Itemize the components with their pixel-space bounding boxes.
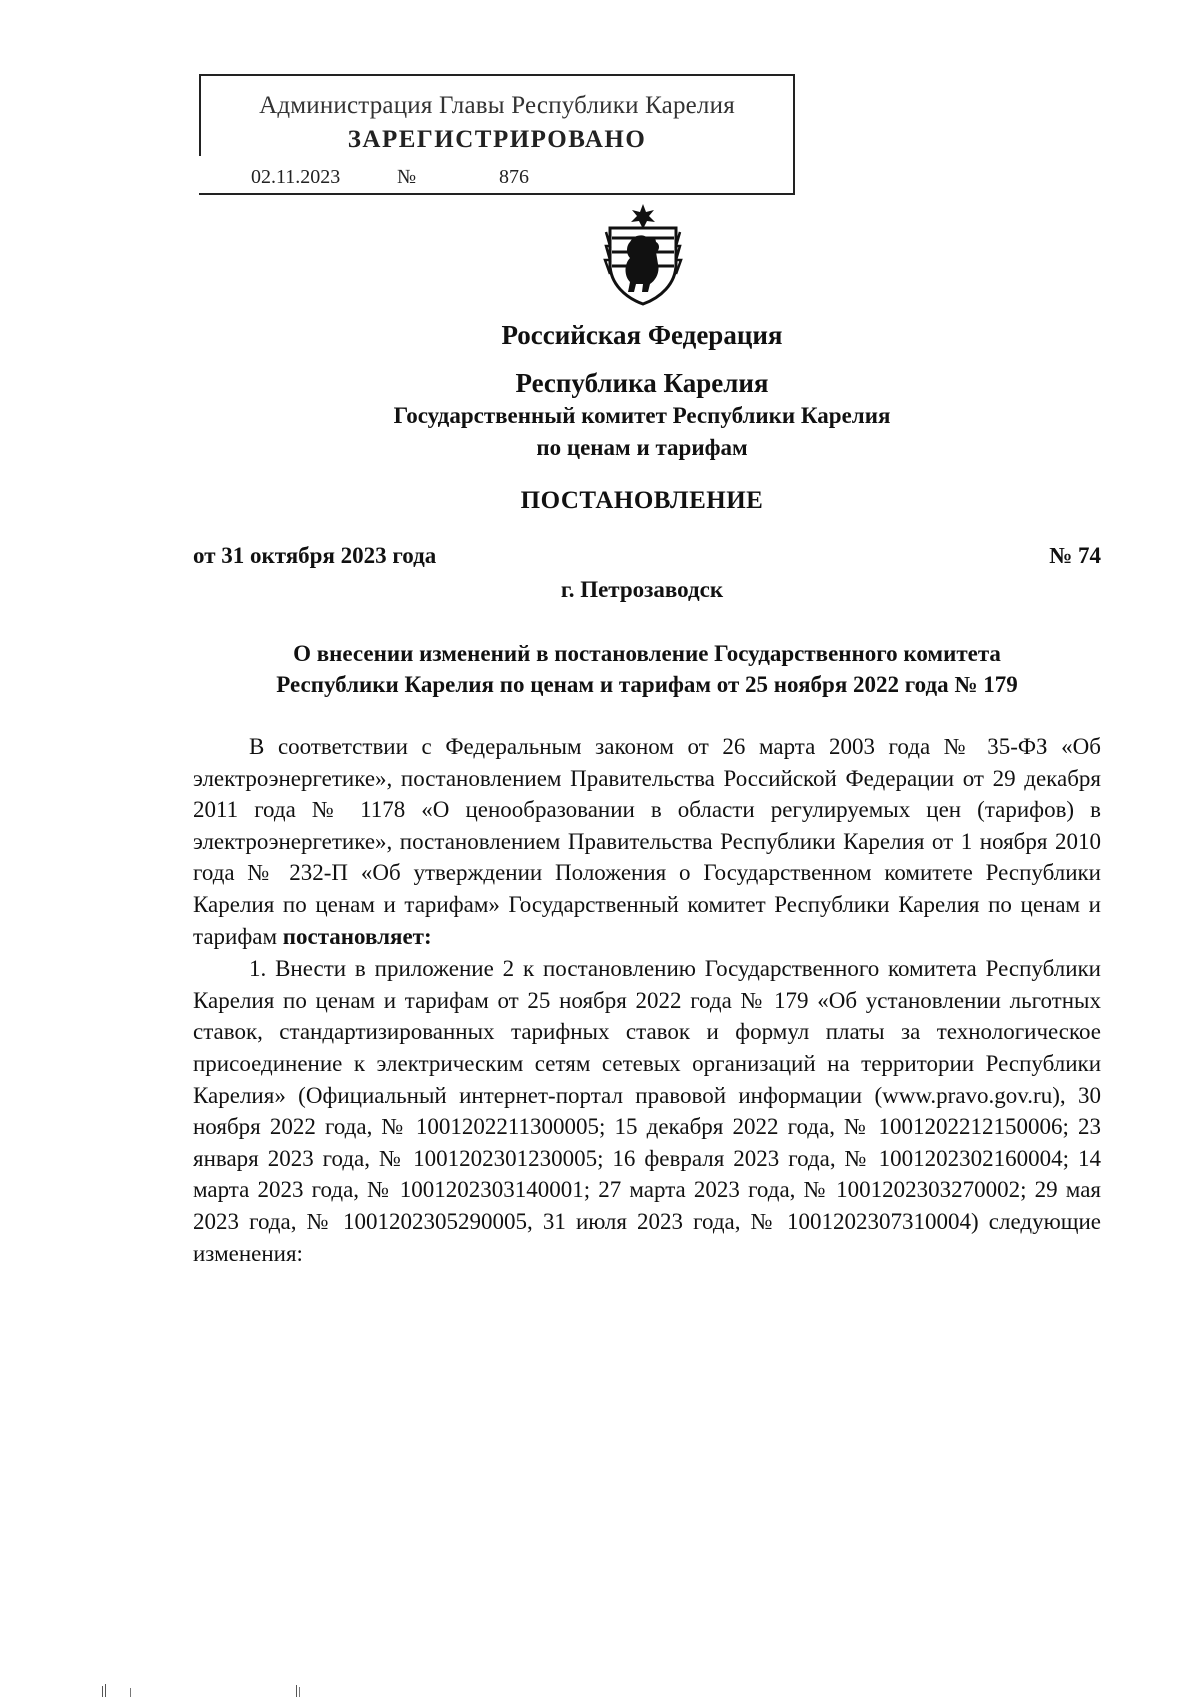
document-city: г. Петрозаводск <box>560 577 724 602</box>
karelia-coat-of-arms-icon <box>600 202 686 306</box>
document-date: от 31 октября 2023 года <box>193 543 437 568</box>
scan-artifact <box>100 1684 300 1697</box>
document-number: № 74 <box>1049 543 1101 568</box>
stamp-border <box>199 193 795 195</box>
title-line: Республики Карелия по ценам и тарифам от 25 ноября 2022 года № 179 <box>276 672 1018 697</box>
republic-heading: Республика Карелия <box>515 368 769 398</box>
resolves-word: постановляет: <box>282 923 432 949</box>
stamp-registered: ЗАРЕГИСТРИРОВАНО <box>347 126 647 153</box>
stamp-date: 02.11.2023 <box>251 166 341 188</box>
item-1-paragraph: 1. Внести в приложение 2 к постановлению Государственного комитета Республики Карелия по ценам и тарифам от 25 ноября 2022 года № 179 «Об установлении льготных ставок, стандартизированных тарифных ставок и формул платы за технологическое присоединение к электрическим сетям сетевых организаций на территории Республики Карелия» (Официальный интернет-портал правовой информации (www.pravo.gov.ru), 30 ноября 2022 года, № 1001202211300005; 15 декабря 2022 года, № 1001202212150006; 23 января 2023 года, № 1001202301230005; 16 февраля 2023 года, № 1001202302160004; 14 марта 2023 года, № 1001202303140001; 27 марта 2023 года, № 1001202303270002; 29 мая 2023 года, № 1001202305290005, 31 июля 2023 года, № 1001202307310004) следующие изменения: <box>193 956 1101 1266</box>
committee-heading: Государственный комитет Республики Карелия <box>393 403 891 428</box>
title-line: О внесении изменений в постановление Государственного комитета <box>293 641 1001 666</box>
document-title <box>193 638 1101 700</box>
stamp-border <box>199 74 795 76</box>
preamble-paragraph <box>193 731 1101 952</box>
preamble-text: В соответствии с Федеральным законом от 26 марта 2003 года № 35-ФЗ «Об электроэнергетике», постановлением Правительства Российской Федерации от 29 декабря 2011 года № 1178 «О ценообразовании в области регулируемых цен (тарифов) в электроэнергетике», постановлением Правительства Республики Карелия от 1 ноября 2010 года № 232-П «Об утверждении Положения о Государственном комитете Республики Карелия по ценам и тарифам» Государственный комитет Республики Карелия по ценам и тарифам <box>193 734 1101 949</box>
stamp-number: 876 <box>499 166 529 188</box>
document-body <box>193 731 1101 1269</box>
committee-subheading: по ценам и тарифам <box>536 435 748 460</box>
document-type: ПОСТАНОВЛЕНИЕ <box>520 487 764 514</box>
stamp-authority: Администрация Главы Республики Карелия <box>259 92 735 119</box>
registration-stamp <box>199 74 795 195</box>
stamp-number-sign: № <box>397 166 417 188</box>
country-heading: Российская Федерация <box>501 320 783 350</box>
